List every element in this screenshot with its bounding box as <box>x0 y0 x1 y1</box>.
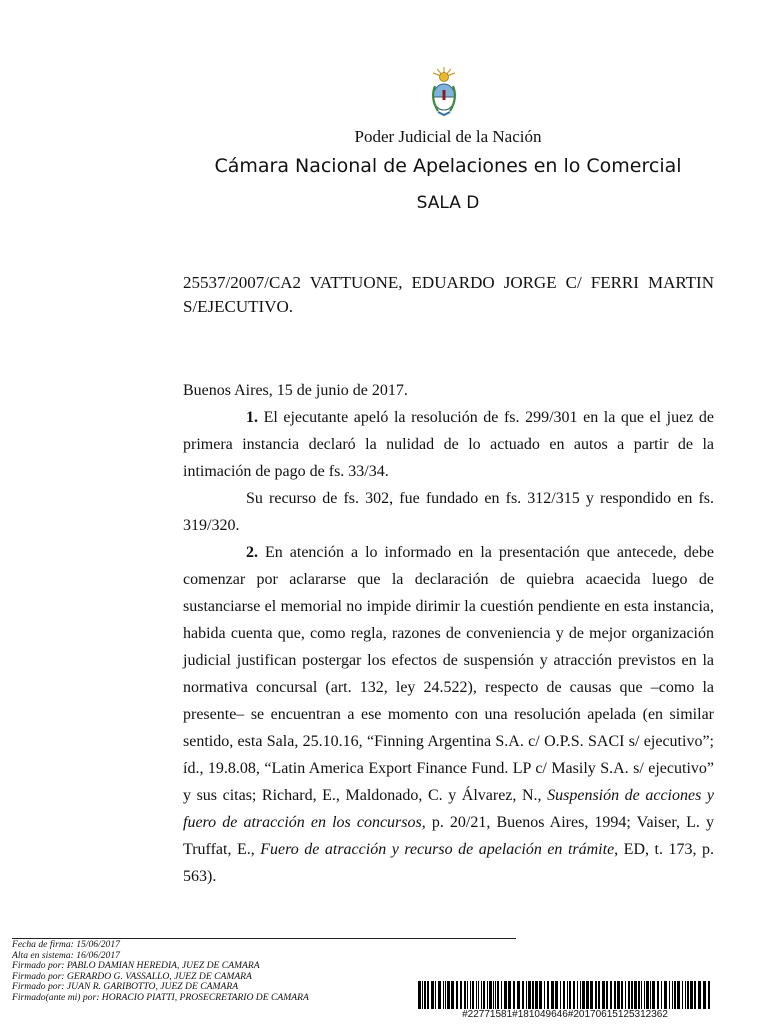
signer-2: Firmado por: GERARDO G. VASSALLO, JUEZ DE CAMARA <box>12 970 252 982</box>
paragraph-1-number: 1. <box>246 409 258 426</box>
date-line: Buenos Aires, 15 de junio de 2017. <box>183 382 408 399</box>
barcode-bar <box>664 981 667 1009</box>
barcode-bar <box>614 981 616 1009</box>
barcode-bar <box>586 981 589 1009</box>
barcode-bar <box>476 981 477 1009</box>
barcode-bar <box>535 981 538 1009</box>
barcode-bar <box>489 981 492 1009</box>
signer-1: Firmado por: PABLO DAMIAN HEREDIA, JUEZ DE CAMARA <box>12 960 260 971</box>
barcode-bar <box>577 981 578 1009</box>
barcode-bar <box>435 981 436 1009</box>
barcode-bar <box>544 981 545 1009</box>
resolution-body <box>183 377 714 890</box>
barcode-bar <box>528 981 531 1009</box>
barcode-bar <box>418 981 421 1009</box>
paragraph-3-number: 2. <box>246 544 258 561</box>
barcode-bar <box>532 981 534 1009</box>
barcode-bar <box>703 981 706 1009</box>
barcode-bar <box>690 981 693 1009</box>
paragraph-3-text-c: , ED, t. 173, p. 563). <box>183 841 714 885</box>
barcode-bar <box>470 981 471 1009</box>
barcode-bar <box>641 981 642 1009</box>
barcode-bar <box>483 981 485 1009</box>
barcode-bar <box>567 981 568 1009</box>
case-caption: 25537/2007/CA2 VATTUONE, EDUARDO JORGE C/ FERRI MARTIN S/EJECUTIVO. <box>183 273 714 316</box>
barcode-bar <box>625 981 626 1009</box>
barcode-bar <box>447 981 450 1009</box>
signer-4: Firmado(ante mi) por: HORACIO PIATTI, PROSECRETARIO DE CAMARA <box>12 991 309 1003</box>
barcode-bar <box>508 981 511 1009</box>
barcode-bar <box>438 981 441 1009</box>
barcode-bar <box>631 981 633 1009</box>
barcode-bar <box>487 981 488 1009</box>
barcode-bar <box>657 981 659 1009</box>
barcode-bar <box>598 981 600 1009</box>
barcode-bar <box>646 981 649 1009</box>
barcode-bar <box>569 981 571 1009</box>
barcode-bar <box>497 981 499 1009</box>
barcode-bar <box>661 981 662 1009</box>
signature-date: Fecha de firma: 15/06/2017 <box>12 939 120 950</box>
barcode-bar <box>687 981 689 1009</box>
court-name: Cámara Nacional de Apelaciones en lo Comercial <box>214 155 682 177</box>
barcode-bar <box>451 981 454 1009</box>
barcode-bar <box>467 981 468 1009</box>
barcode-bar <box>547 981 549 1009</box>
barcode-bar <box>522 981 524 1009</box>
barcode-bar <box>602 981 605 1009</box>
barcode-bar <box>424 981 426 1009</box>
barcode-bar <box>443 981 444 1009</box>
barcode-bar <box>560 981 561 1009</box>
barcode-bar <box>478 981 479 1009</box>
barcode-bar <box>650 981 651 1009</box>
barcode-number: #22771581#181049646#20170615125312362 <box>462 1009 668 1020</box>
paragraph-3-text-b: , p. 20/21, Buenos Aires, 1994; Vaiser, L. y Truffat, E., <box>183 814 714 858</box>
paragraph-3-text-a: En atención a lo informado en la presentación que antecede, debe comenzar por aclararse que la declaración de quiebra acaecida luego de sustanciarse el memorial no impide dirimir la cuestión pendiente en esta instancia, habida cuenta que, como regla, razones de conveniencia y de mejor organización judicial justifican postergar los efectos de suspensión y atracción previstos en la normativa concursal (art. 132, ley 24.522), respecto de causas que –como la presente– se encuentran a ese momento con una resolución apelada (en similar sentido, esta Sala, 25.10.16, “Finning Argentina S.A. c/ O.P.S. SACI s/ ejecutivo”; íd., 19.8.08, “Latin America Export Finance Fund. LP c/ Masily S.A. s/ ejecutivo” y sus citas; Richard, E., Maldonado, C. y Álvarez, N., <box>183 544 714 804</box>
barcode-bar <box>682 981 683 1009</box>
barcode-bar <box>427 981 429 1009</box>
institution-name: Poder Judicial de la Nación <box>354 127 542 146</box>
barcode-bar <box>501 981 502 1009</box>
barcode-bar <box>445 981 446 1009</box>
paragraph-1 <box>183 404 714 485</box>
system-entry-date: Alta en sistema: 16/06/2017 <box>12 949 120 961</box>
barcode-bar <box>674 981 676 1009</box>
barcode-bar <box>621 981 623 1009</box>
barcode-bar <box>504 981 507 1009</box>
barcode-bar <box>652 981 655 1009</box>
barcode-bar <box>694 981 696 1009</box>
barcode-bar <box>422 981 423 1009</box>
barcode-bar <box>526 981 527 1009</box>
barcode-bar <box>551 981 554 1009</box>
barcode-bar <box>677 981 680 1009</box>
paragraph-2: Su recurso de fs. 302, fue fundado en fs. 312/315 y respondido en fs. 319/320. <box>183 490 714 534</box>
barcode-bar <box>517 981 520 1009</box>
national-coat-of-arms-seal <box>428 66 460 118</box>
barcode-bar <box>698 981 701 1009</box>
barcode-bar <box>708 981 710 1009</box>
barcode-bar <box>431 981 434 1009</box>
paragraph-1-text: El ejecutante apeló la resolución de fs. 299/301 en la que el juez de primera instancia declaró la nulidad de lo actuado en autos a partir de la intimación de pago de fs. 33/34. <box>183 409 714 480</box>
paragraph-3 <box>183 539 714 890</box>
barcode-bar <box>610 981 612 1009</box>
barcode-bar <box>672 981 673 1009</box>
barcode-bar <box>573 981 575 1009</box>
barcode-bar <box>590 981 593 1009</box>
barcode-bar <box>628 981 630 1009</box>
barcode-bar <box>513 981 515 1009</box>
barcode-bar <box>644 981 645 1009</box>
barcode-bar <box>539 981 542 1009</box>
barcode-bar <box>634 981 637 1009</box>
court-chamber: SALA D <box>416 193 480 213</box>
signer-3: Firmado por: JUAN R. GARIBOTTO, JUEZ DE CAMARA <box>12 981 239 992</box>
barcode-bar <box>685 981 686 1009</box>
paragraph-3-citation-title-2: Fuero de atracción y recurso de apelación en trámite <box>260 841 615 858</box>
barcode-bar <box>472 981 474 1009</box>
barcode-bar <box>580 981 581 1009</box>
document-barcode <box>418 981 712 1009</box>
barcode-bar <box>582 981 585 1009</box>
barcode-bar <box>595 981 597 1009</box>
paragraph-3-citation-title-1: Suspensión de acciones y fuero de atracción en los concursos <box>183 787 715 831</box>
barcode-bar <box>563 981 565 1009</box>
barcode-bar <box>555 981 558 1009</box>
barcode-bar <box>460 981 462 1009</box>
barcode-bar <box>638 981 640 1009</box>
barcode-bar <box>495 981 496 1009</box>
barcode-bar <box>617 981 620 1009</box>
barcode-bar <box>493 981 494 1009</box>
barcode-bar <box>481 981 482 1009</box>
barcode-bar <box>464 981 466 1009</box>
barcode-bar <box>669 981 670 1009</box>
signature-block <box>12 940 309 1003</box>
barcode-bar <box>606 981 608 1009</box>
barcode-bar <box>456 981 458 1009</box>
